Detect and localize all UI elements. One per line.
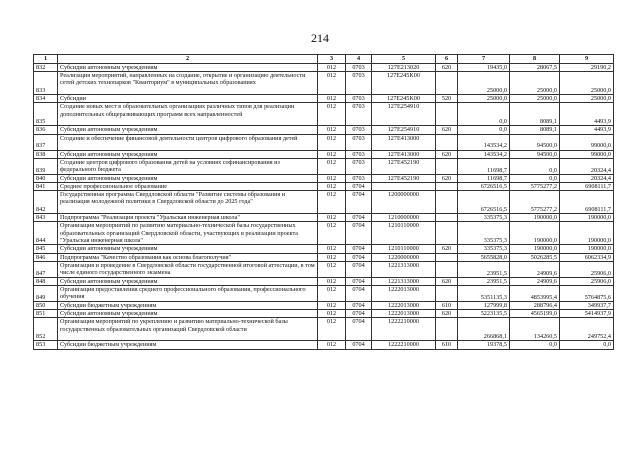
column-header: 8 (510, 55, 560, 64)
row-expense-type: 620 (436, 150, 458, 158)
row-number: 848 (34, 277, 58, 285)
row-amount-year1: 143534,2 (458, 134, 510, 150)
row-name: Субсидии автономным учреждениям (58, 245, 318, 253)
table-row (34, 318, 614, 341)
table-row (34, 214, 614, 222)
row-number: 845 (34, 245, 58, 253)
row-ministry-code: 012 (318, 302, 346, 310)
row-target-code: 1222210000 (372, 341, 436, 349)
row-amount-year1: 5351135,3 (458, 286, 510, 302)
row-amount-year1: 23951,5 (458, 261, 510, 277)
row-amount-year1: 335375,3 (458, 222, 510, 245)
row-number: 846 (34, 253, 58, 261)
row-amount-year1: 11698,7 (458, 174, 510, 182)
row-amount-year2: 0,0 (510, 174, 560, 182)
row-expense-type (436, 134, 458, 150)
row-ministry-code: 012 (318, 72, 346, 95)
row-amount-year2: 190000,0 (510, 222, 560, 245)
row-number: 849 (34, 286, 58, 302)
table-header-row (34, 55, 614, 64)
row-expense-type: 610 (436, 302, 458, 310)
row-name: Подпрограмма "Реализация проекта "Уральская инженерная школа" (58, 214, 318, 222)
row-amount-year1: 127999,8 (458, 302, 510, 310)
row-expense-type (436, 318, 458, 341)
row-amount-year2: 134260,5 (510, 318, 560, 341)
row-amount-year3: 190000,0 (560, 222, 614, 245)
row-ministry-code: 012 (318, 222, 346, 245)
row-amount-year3: 99000,0 (560, 150, 614, 158)
row-ministry-code: 012 (318, 158, 346, 174)
row-amount-year1: 25000,0 (458, 95, 510, 103)
row-amount-year3: 190000,0 (560, 245, 614, 253)
row-expense-type (436, 222, 458, 245)
row-amount-year2: 190000,0 (510, 245, 560, 253)
row-amount-year1: 11698,7 (458, 158, 510, 174)
row-amount-year2: 0,0 (510, 158, 560, 174)
row-expense-type (436, 191, 458, 214)
row-amount-year2: 5775277,2 (510, 191, 560, 214)
row-amount-year1: 23951,5 (458, 277, 510, 285)
row-amount-year2: 25000,0 (510, 95, 560, 103)
row-expense-type: 520 (436, 95, 458, 103)
row-section-code: 0704 (346, 318, 372, 341)
row-number: 839 (34, 158, 58, 174)
row-expense-type (436, 261, 458, 277)
row-number: 835 (34, 103, 58, 126)
page-number: 214 (311, 31, 329, 45)
row-ministry-code: 012 (318, 95, 346, 103)
table-row (34, 245, 614, 253)
row-number: 841 (34, 183, 58, 191)
row-expense-type: 610 (436, 341, 458, 349)
row-ministry-code: 012 (318, 318, 346, 341)
row-number: 840 (34, 174, 58, 182)
row-ministry-code: 012 (318, 183, 346, 191)
row-amount-year2: 28067,5 (510, 64, 560, 72)
row-name: Организация предоставления среднего профессионального образования, профессионального обучения (58, 286, 318, 302)
table-row (34, 261, 614, 277)
row-amount-year3: 6908111,7 (560, 191, 614, 214)
column-header: 9 (560, 55, 614, 64)
row-name: Субсидии автономным учреждениям (58, 64, 318, 72)
row-amount-year1: 0,0 (458, 103, 510, 126)
row-amount-year1: 0,0 (458, 126, 510, 134)
row-name: Субсидии автономным учреждениям (58, 277, 318, 285)
row-section-code: 0703 (346, 158, 372, 174)
row-number: 844 (34, 222, 58, 245)
row-target-code: 1220000000 (372, 253, 436, 261)
row-target-code: 1210000000 (372, 214, 436, 222)
row-amount-year1: 5655828,0 (458, 253, 510, 261)
row-amount-year2: 24909,6 (510, 277, 560, 285)
column-header: 2 (58, 55, 318, 64)
row-expense-type: 620 (436, 277, 458, 285)
row-number: 832 (34, 64, 58, 72)
table-row (34, 341, 614, 349)
row-target-code: 127E452190 (372, 158, 436, 174)
row-section-code: 0703 (346, 103, 372, 126)
column-header: 4 (346, 55, 372, 64)
row-name: Субсидии (58, 95, 318, 103)
row-target-code: 1200000000 (372, 191, 436, 214)
row-section-code: 0704 (346, 245, 372, 253)
row-section-code: 0704 (346, 222, 372, 245)
row-section-code: 0704 (346, 183, 372, 191)
row-amount-year2: 0,0 (510, 341, 560, 349)
row-number: 852 (34, 318, 58, 341)
column-header: 5 (372, 55, 436, 64)
row-target-code (372, 183, 436, 191)
row-expense-type: 620 (436, 245, 458, 253)
row-ministry-code: 012 (318, 214, 346, 222)
row-ministry-code: 012 (318, 286, 346, 302)
row-section-code: 0704 (346, 302, 372, 310)
row-name: Создание новых мест в образовательных организациях различных типов для реализации дополнительных общеразвивающих программ всех направленностей (58, 103, 318, 126)
row-section-code: 0704 (346, 214, 372, 222)
table-row (34, 222, 614, 245)
row-amount-year1: 6726516,5 (458, 183, 510, 191)
table-row (34, 103, 614, 126)
row-amount-year3: 190000,0 (560, 214, 614, 222)
row-expense-type: 620 (436, 310, 458, 318)
row-number: 836 (34, 126, 58, 134)
row-number: 834 (34, 95, 58, 103)
row-target-code: 1221313000 (372, 261, 436, 277)
table-row (34, 174, 614, 182)
row-name: Создание и обеспечение финансовой деятельности центров цифрового образования детей (58, 134, 318, 150)
row-amount-year3: 99000,0 (560, 134, 614, 150)
row-amount-year3: 20324,4 (560, 174, 614, 182)
row-amount-year1: 19435,0 (458, 64, 510, 72)
row-amount-year1: 335375,3 (458, 214, 510, 222)
row-amount-year3: 25000,0 (560, 95, 614, 103)
row-amount-year3: 25000,0 (560, 72, 614, 95)
row-section-code: 0703 (346, 150, 372, 158)
row-number: 843 (34, 214, 58, 222)
row-target-code: 1222013000 (372, 310, 436, 318)
table-row (34, 72, 614, 95)
row-amount-year3: 6908111,7 (560, 183, 614, 191)
row-amount-year2: 94500,0 (510, 134, 560, 150)
row-name: Реализация мероприятий, направленных на создание, открытие и организацию деятельности сетей детских технопарков "Кванториум" в муниципальных образованиях (58, 72, 318, 95)
row-section-code: 0703 (346, 95, 372, 103)
row-amount-year2: 5026285,5 (510, 253, 560, 261)
row-ministry-code: 012 (318, 245, 346, 253)
row-name: Создание центров цифрового образования детей на условиях софинансирования из федерального бюджета (58, 158, 318, 174)
row-ministry-code: 012 (318, 64, 346, 72)
row-amount-year3: 29190,2 (560, 64, 614, 72)
row-amount-year2: 25000,0 (510, 72, 560, 95)
row-section-code: 0703 (346, 72, 372, 95)
table-row (34, 183, 614, 191)
table-row (34, 126, 614, 134)
row-amount-year3: 25906,0 (560, 261, 614, 277)
table-row (34, 286, 614, 302)
row-name: Субсидии автономным учреждениям (58, 150, 318, 158)
row-amount-year2: 190000,0 (510, 214, 560, 222)
row-section-code: 0704 (346, 191, 372, 214)
row-amount-year1: 266868,1 (458, 318, 510, 341)
row-target-code: 127E254910 (372, 103, 436, 126)
row-name: Подпрограмма "Качество образования как основа благополучия" (58, 253, 318, 261)
row-ministry-code: 012 (318, 134, 346, 150)
row-name: Организация мероприятий по укреплению и развитию материально-технической базы государственных образовательных организаций Свердловской области (58, 318, 318, 341)
table-row (34, 95, 614, 103)
row-amount-year3: 4493,9 (560, 103, 614, 126)
row-target-code: 1221313000 (372, 277, 436, 285)
row-name: Организация мероприятий по развитию материально-технической базы государственных образовательных организаций Свердловской области, участвующих в реализации проекта "Уральская инженерная школа" (58, 222, 318, 245)
row-expense-type: 620 (436, 64, 458, 72)
row-target-code: 1222210000 (372, 318, 436, 341)
row-section-code: 0704 (346, 277, 372, 285)
row-target-code: 127E413000 (372, 150, 436, 158)
table-row (34, 302, 614, 310)
row-amount-year2: 8089,1 (510, 103, 560, 126)
row-amount-year2: 24909,6 (510, 261, 560, 277)
row-section-code: 0704 (346, 253, 372, 261)
row-amount-year1: 19378,5 (458, 341, 510, 349)
row-amount-year2: 4565199,0 (510, 310, 560, 318)
row-target-code: 1210110000 (372, 245, 436, 253)
row-name: Субсидии бюджетным учреждениям (58, 302, 318, 310)
table-row (34, 191, 614, 214)
row-number: 853 (34, 341, 58, 349)
row-section-code: 0703 (346, 126, 372, 134)
row-section-code: 0704 (346, 286, 372, 302)
table-row (34, 150, 614, 158)
row-amount-year3: 6062334,9 (560, 253, 614, 261)
row-ministry-code: 012 (318, 261, 346, 277)
row-target-code: 1210110000 (372, 222, 436, 245)
row-amount-year2: 4853995,4 (510, 286, 560, 302)
row-number: 837 (34, 134, 58, 150)
row-section-code: 0703 (346, 174, 372, 182)
row-name: Субсидии автономным учреждениям (58, 174, 318, 182)
row-expense-type (436, 214, 458, 222)
column-header: 6 (436, 55, 458, 64)
row-amount-year3: 0,0 (560, 341, 614, 349)
row-target-code: 127E245K00 (372, 72, 436, 95)
row-ministry-code: 012 (318, 191, 346, 214)
row-target-code: 1222013000 (372, 302, 436, 310)
row-number: 838 (34, 150, 58, 158)
row-amount-year3: 5764875,6 (560, 286, 614, 302)
row-amount-year1: 143534,2 (458, 150, 510, 158)
row-number: 847 (34, 261, 58, 277)
table-row (34, 310, 614, 318)
row-name: Субсидии автономным учреждениям (58, 310, 318, 318)
row-ministry-code: 012 (318, 150, 346, 158)
row-target-code: 1222013000 (372, 286, 436, 302)
table-row (34, 64, 614, 72)
row-name: Субсидии автономным учреждениям (58, 126, 318, 134)
row-name: Субсидии бюджетным учреждениям (58, 341, 318, 349)
row-amount-year3: 249752,4 (560, 318, 614, 341)
row-ministry-code: 012 (318, 174, 346, 182)
row-amount-year2: 8089,1 (510, 126, 560, 134)
table-row (34, 134, 614, 150)
row-amount-year3: 5414937,9 (560, 310, 614, 318)
table-row (34, 158, 614, 174)
row-target-code: 127E213020 (372, 64, 436, 72)
row-name: Государственная программа Свердловской области "Развитие системы образования и реализация молодежной политики в Свердловской области до 2025 года" (58, 191, 318, 214)
row-name: Организация и проведение в Свердловской области государственной итоговой аттестации, в том числе единого государственного экзамена (58, 261, 318, 277)
row-expense-type (436, 183, 458, 191)
row-ministry-code: 012 (318, 341, 346, 349)
row-expense-type (436, 158, 458, 174)
table-row (34, 253, 614, 261)
row-amount-year1: 5223135,5 (458, 310, 510, 318)
row-expense-type: 620 (436, 174, 458, 182)
row-section-code: 0704 (346, 310, 372, 318)
row-ministry-code: 012 (318, 103, 346, 126)
row-number: 850 (34, 302, 58, 310)
row-expense-type (436, 286, 458, 302)
row-expense-type (436, 253, 458, 261)
row-section-code: 0704 (346, 261, 372, 277)
row-section-code: 0704 (346, 341, 372, 349)
column-header: 1 (34, 55, 58, 64)
row-amount-year3: 20324,4 (560, 158, 614, 174)
row-amount-year2: 288796,4 (510, 302, 560, 310)
row-ministry-code: 012 (318, 126, 346, 134)
row-number: 851 (34, 310, 58, 318)
row-expense-type (436, 103, 458, 126)
row-target-code: 127E452190 (372, 174, 436, 182)
row-amount-year1: 6726516,5 (458, 191, 510, 214)
row-amount-year3: 349937,7 (560, 302, 614, 310)
row-target-code: 127E413000 (372, 134, 436, 150)
budget-table (33, 54, 614, 350)
row-amount-year3: 25906,0 (560, 277, 614, 285)
row-number: 842 (34, 191, 58, 214)
row-section-code: 0703 (346, 134, 372, 150)
row-target-code: 127E254910 (372, 126, 436, 134)
row-section-code: 0703 (346, 64, 372, 72)
column-header: 7 (458, 55, 510, 64)
row-expense-type: 620 (436, 126, 458, 134)
row-amount-year1: 25000,0 (458, 72, 510, 95)
row-expense-type (436, 72, 458, 95)
row-number: 833 (34, 72, 58, 95)
row-amount-year2: 94500,0 (510, 150, 560, 158)
row-amount-year3: 4493,9 (560, 126, 614, 134)
column-header: 3 (318, 55, 346, 64)
row-ministry-code: 012 (318, 253, 346, 261)
row-ministry-code: 012 (318, 310, 346, 318)
row-amount-year2: 5775277,2 (510, 183, 560, 191)
row-name: Среднее профессиональное образование (58, 183, 318, 191)
row-ministry-code: 012 (318, 277, 346, 285)
table-row (34, 277, 614, 285)
row-amount-year1: 335375,3 (458, 245, 510, 253)
row-target-code: 127E245K00 (372, 95, 436, 103)
